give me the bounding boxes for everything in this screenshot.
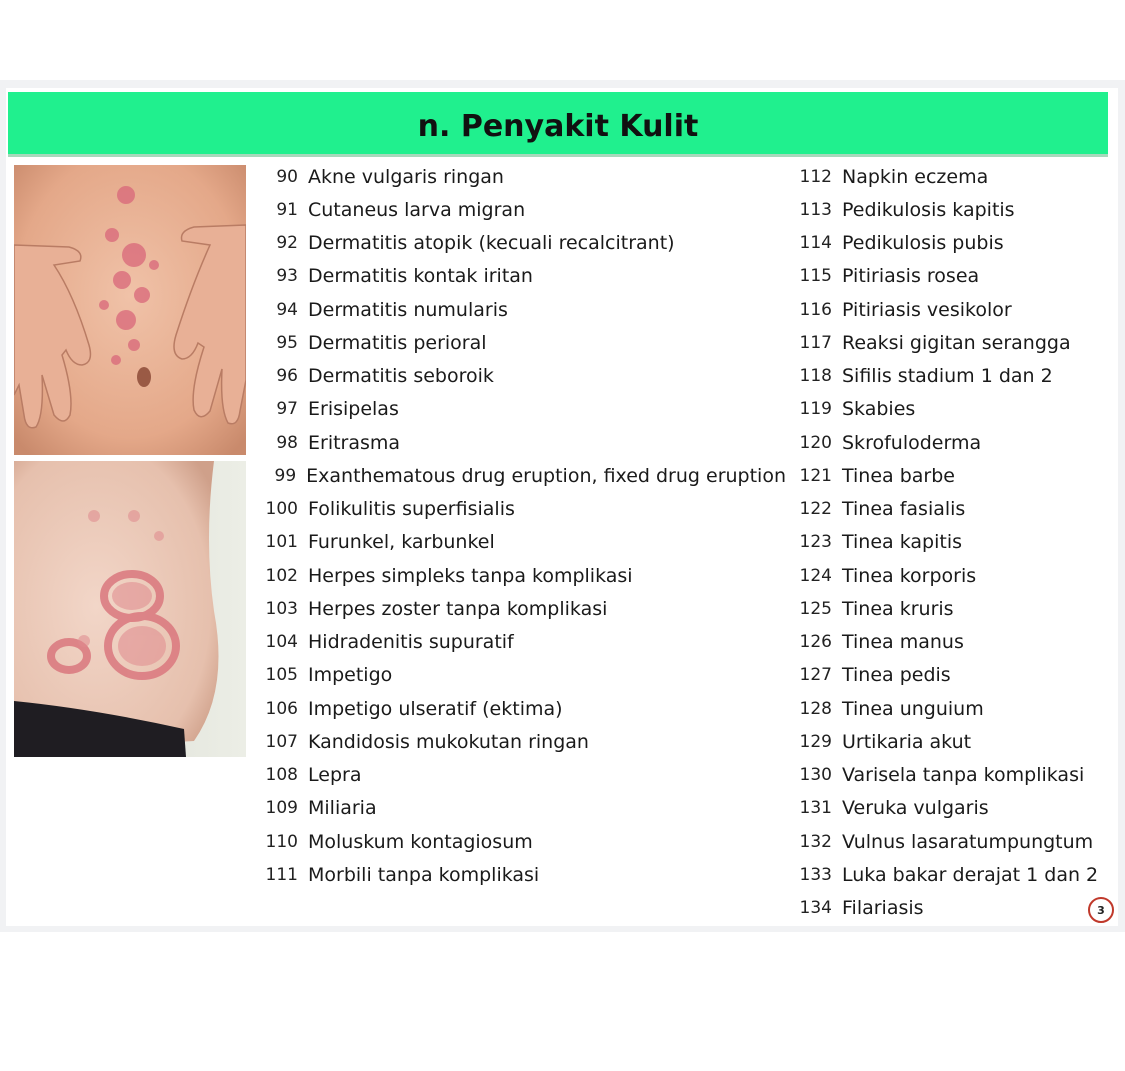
title-bar	[8, 92, 1108, 157]
list-item: 92 Dermatitis atopik (kecuali recalcitrant)	[276, 232, 675, 255]
page-number-badge: 3	[1088, 897, 1114, 923]
list-item: 125 Tinea kruris	[799, 597, 954, 620]
list-item: 107 Kandidosis mukokutan ringan	[265, 730, 589, 753]
list-item: 122 Tinea fasialis	[799, 498, 966, 521]
list-item: 118 Sifilis stadium 1 dan 2	[799, 365, 1053, 388]
torso-ringworm-photo	[14, 461, 246, 757]
list-item: 110 Moluskum kontagiosum	[265, 830, 533, 853]
list-item: 129 Urtikaria akut	[799, 730, 972, 753]
slide-frame	[0, 80, 1125, 932]
disease-list-left	[256, 160, 786, 892]
list-item: 116 Pitiriasis vesikolor	[799, 298, 1012, 321]
list-item: 131 Veruka vulgaris	[799, 797, 989, 820]
list-item: 103 Herpes zoster tanpa komplikasi	[265, 597, 608, 620]
page-title: n. Penyakit Kulit	[417, 108, 699, 144]
list-item: 99 Exanthematous drug eruption, fixed drug eruption	[274, 464, 786, 487]
list-item: 109 Miliaria	[265, 797, 377, 820]
list-item: 133 Luka bakar derajat 1 dan 2	[799, 863, 1099, 886]
slide-content	[6, 88, 1118, 926]
list-item: 128 Tinea unguium	[799, 697, 984, 720]
list-item: 98 Eritrasma	[276, 431, 401, 454]
list-item: 97 Erisipelas	[276, 398, 399, 421]
list-item: 121 Tinea barbe	[799, 464, 955, 487]
abdomen-rash-photo	[14, 165, 246, 455]
list-item: 106 Impetigo ulseratif (ektima)	[265, 697, 563, 720]
list-item: 101 Furunkel, karbunkel	[265, 531, 495, 554]
list-item: 94 Dermatitis numularis	[276, 298, 508, 321]
list-item: 124 Tinea korporis	[799, 564, 977, 587]
list-item: 105 Impetigo	[265, 664, 393, 687]
list-item: 114 Pedikulosis pubis	[799, 232, 1004, 255]
list-item: 91 Cutaneus larva migran	[276, 198, 526, 221]
list-item: 115 Pitiriasis rosea	[799, 265, 980, 288]
list-item: 120 Skrofuloderma	[799, 431, 982, 454]
list-item: 104 Hidradenitis supuratif	[265, 631, 514, 654]
list-item: 123 Tinea kapitis	[799, 531, 962, 554]
list-item: 96 Dermatitis seboroik	[276, 365, 494, 388]
list-item: 111 Morbili tanpa komplikasi	[265, 863, 540, 886]
list-item: 108 Lepra	[265, 764, 362, 787]
list-item: 119 Skabies	[799, 398, 916, 421]
list-item: 95 Dermatitis perioral	[276, 331, 487, 354]
list-item: 90 Akne vulgaris ringan	[276, 165, 504, 188]
list-item: 126 Tinea manus	[799, 631, 964, 654]
list-item: 112 Napkin eczema	[799, 165, 989, 188]
list-item: 93 Dermatitis kontak iritan	[276, 265, 533, 288]
list-item: 134 Filariasis	[799, 897, 924, 920]
list-item: 113 Pedikulosis kapitis	[799, 198, 1015, 221]
list-item: 102 Herpes simpleks tanpa komplikasi	[265, 564, 633, 587]
list-item: 117 Reaksi gigitan serangga	[799, 331, 1071, 354]
list-item: 100 Folikulitis superfisialis	[265, 498, 515, 521]
disease-list-right	[790, 160, 1110, 925]
list-item: 132 Vulnus lasaratumpungtum	[799, 830, 1094, 853]
list-item: 127 Tinea pedis	[799, 664, 951, 687]
list-item: 130 Varisela tanpa komplikasi	[799, 764, 1085, 787]
